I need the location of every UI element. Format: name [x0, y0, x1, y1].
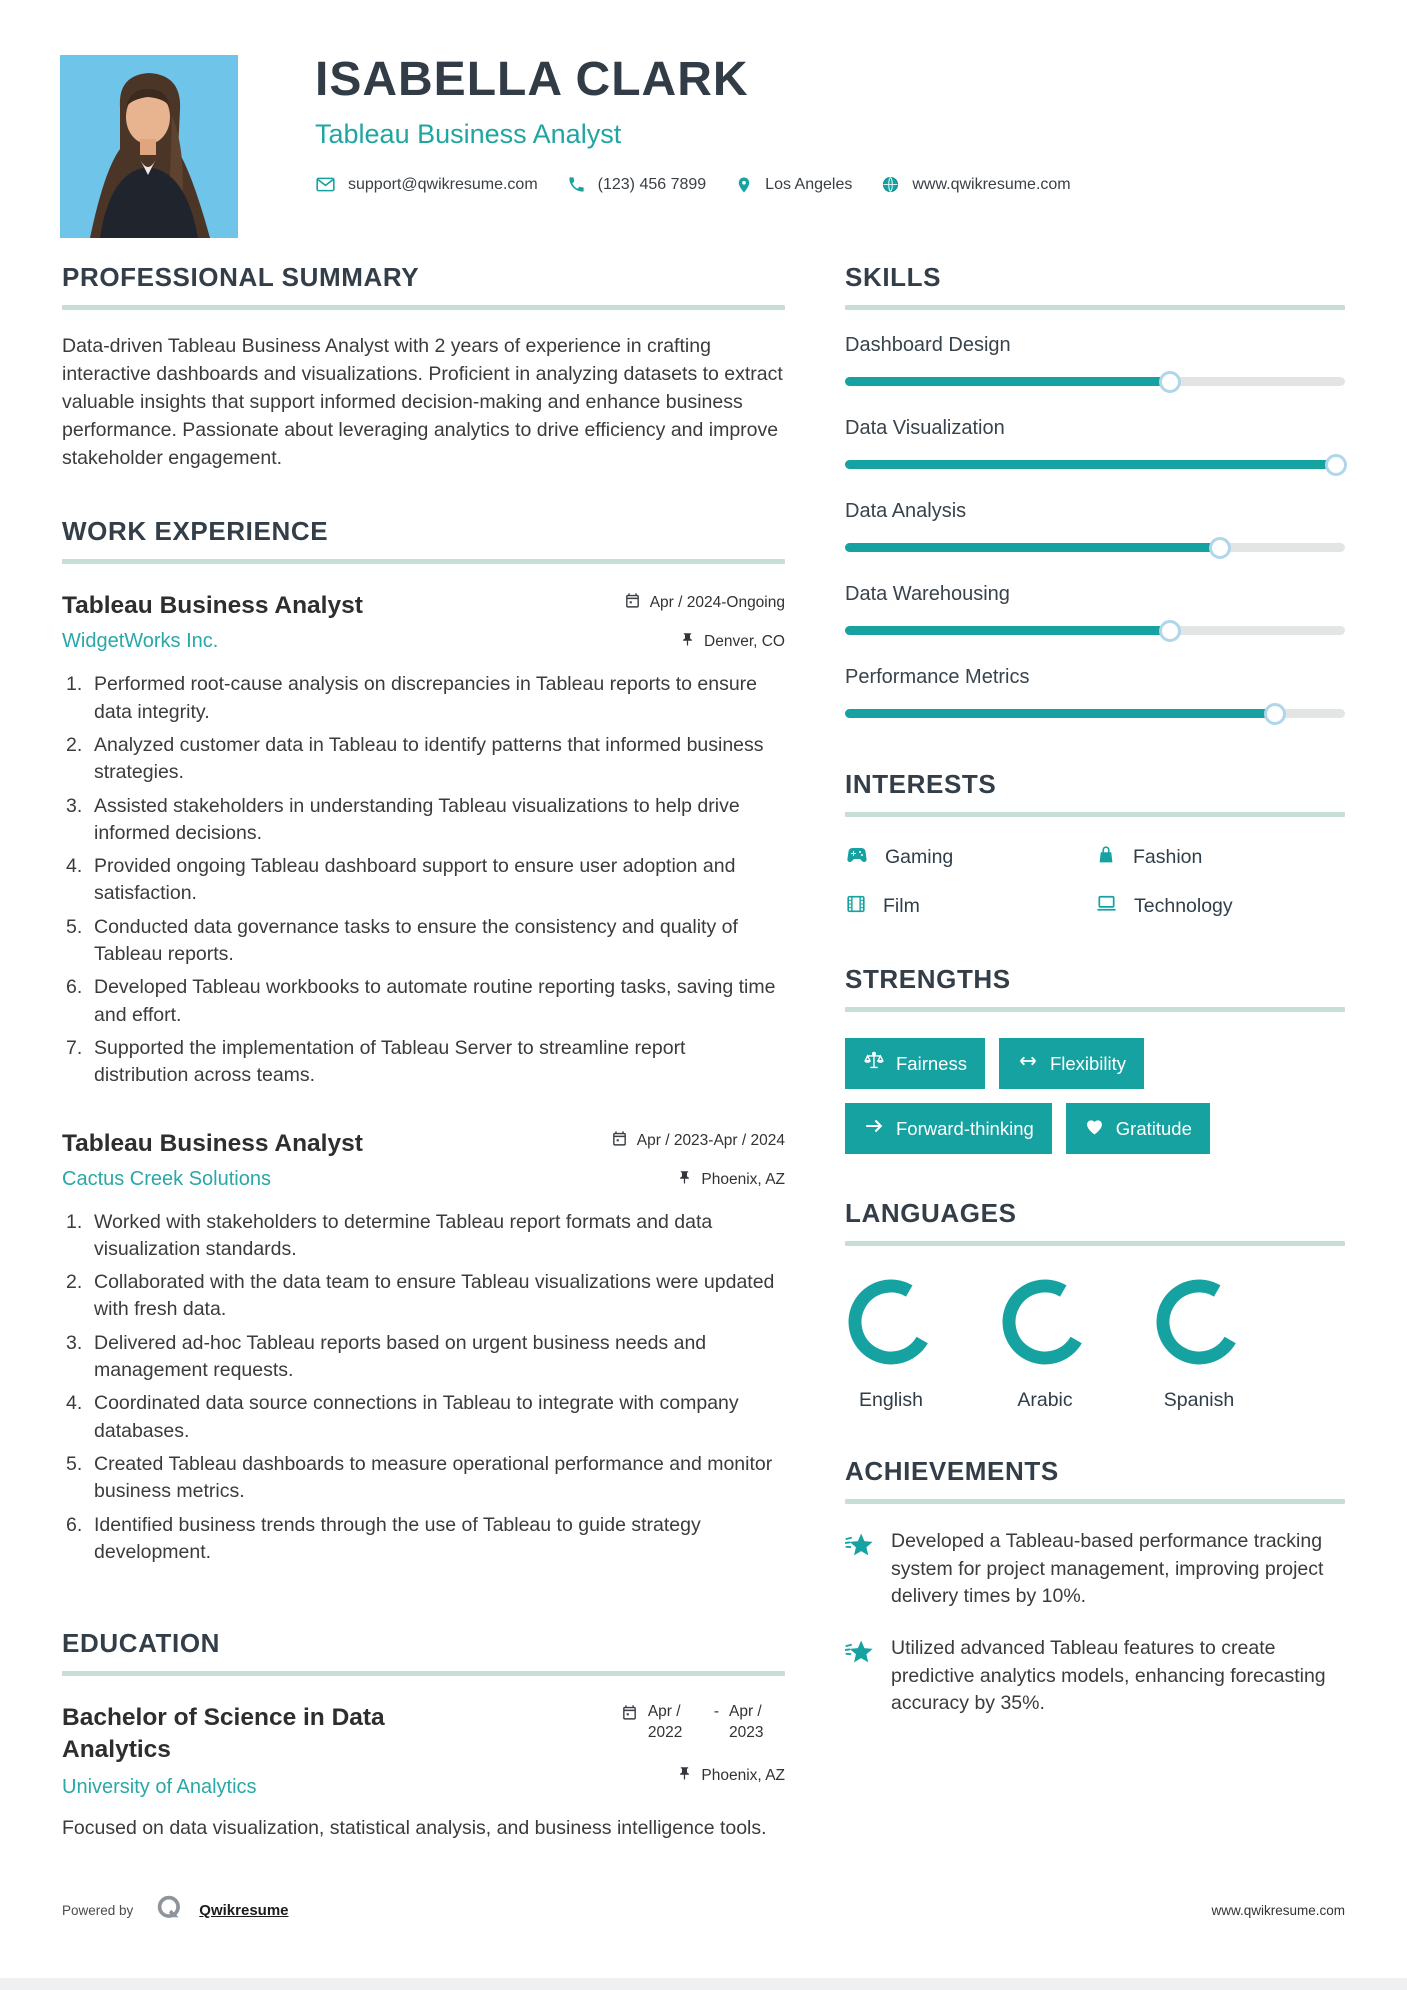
- profile-photo: [60, 55, 238, 238]
- calendar-icon: [621, 1702, 638, 1726]
- section-rule: [62, 559, 785, 564]
- section-interests: [845, 769, 1345, 920]
- language-label: English: [859, 1389, 923, 1411]
- section-rule: [845, 1007, 1345, 1012]
- language-ring: [1153, 1276, 1245, 1368]
- slider-fill: [845, 377, 1170, 386]
- work-heading: WORK EXPERIENCE: [62, 516, 329, 547]
- calendar-icon: [611, 1130, 628, 1152]
- skill-item: [845, 334, 1345, 393]
- education-description: Focused on data visualization, statistical analysis, and business intelligence tools.: [62, 1816, 767, 1839]
- strengths-heading: STRENGTHS: [845, 964, 1011, 994]
- job-dates: Apr / 2023-Apr / 2024: [611, 1130, 785, 1152]
- achievements-heading: ACHIEVEMENTS: [845, 1456, 1059, 1486]
- education-degree: Bachelor of Science in Data Analytics: [62, 1704, 385, 1763]
- job-title: Tableau Business Analyst: [62, 1129, 363, 1157]
- strength-badge: Gratitude: [1066, 1103, 1210, 1154]
- slider-fill: [845, 709, 1275, 718]
- section-summary: [62, 262, 785, 472]
- job-entry: [62, 592, 785, 1089]
- skill-slider: [845, 618, 1345, 642]
- language-label: Arabic: [1017, 1389, 1073, 1411]
- shooting-star-icon: [845, 1528, 875, 1611]
- job-bullet: Identified business trends through the use of Tableau to guide strategy development.: [94, 1513, 701, 1563]
- language-item: [999, 1276, 1091, 1412]
- job-bullet: Provided ongoing Tableau dashboard support to ensure user adoption and satisfaction.: [94, 855, 736, 905]
- languages-heading: LANGUAGES: [845, 1198, 1017, 1228]
- section-languages: [845, 1198, 1345, 1412]
- section-rule: [62, 1671, 785, 1676]
- section-education: [62, 1628, 785, 1842]
- job-bullet: Assisted stakeholders in understanding Tableau visualizations to help drive informed decisions.: [94, 794, 740, 844]
- education-dates: [621, 1702, 785, 1744]
- section-rule: [845, 305, 1345, 310]
- skills-heading: SKILLS: [845, 262, 942, 292]
- strength-badge: Flexibility: [999, 1038, 1144, 1089]
- right-arrow-icon: [863, 1115, 885, 1142]
- education-date-start: Apr / 2022: [647, 1703, 683, 1742]
- scales-icon: [863, 1050, 885, 1077]
- person-name: ISABELLA CLARK: [315, 53, 749, 106]
- envelope-icon: [315, 174, 336, 195]
- pushpin-icon: [680, 632, 695, 652]
- interest-item: Film: [845, 892, 1095, 920]
- job-dates: Apr / 2024-Ongoing: [624, 592, 785, 614]
- language-label: Spanish: [1163, 1389, 1235, 1411]
- page-bottom-edge: [0, 1978, 1407, 1990]
- language-item: [845, 1276, 937, 1412]
- job-bullet: Created Tableau dashboards to measure operational performance and monitor business metrics.: [94, 1452, 773, 1503]
- job-bullet: Supported the implementation of Tableau Server to streamline report distribution across teams.: [94, 1036, 686, 1087]
- achievement-text: Developed a Tableau-based performance tracking system for project management, improving project delivery times by 10%.: [891, 1530, 1324, 1608]
- skill-item: [845, 666, 1345, 725]
- film-icon: [845, 893, 867, 920]
- job-bullet: Delivered ad-hoc Tableau reports based on urgent business needs and management requests.: [94, 1331, 707, 1382]
- section-rule: [62, 305, 785, 310]
- skill-item: [845, 500, 1345, 559]
- skill-label: Data Warehousing: [845, 583, 1010, 605]
- skill-item: [845, 583, 1345, 642]
- phone-icon: [567, 175, 586, 194]
- job-title: Tableau Business Analyst: [62, 592, 363, 620]
- skill-label: Performance Metrics: [845, 666, 1030, 688]
- job-entry: [62, 1130, 785, 1567]
- section-strengths: [845, 964, 1345, 1154]
- job-bullet-list: [66, 1209, 785, 1567]
- section-achievements: [845, 1456, 1345, 1718]
- contact-location: Los Angeles: [735, 176, 852, 194]
- qwikresume-q-logo: [155, 1893, 185, 1928]
- slider-knob: [1264, 703, 1286, 725]
- job-bullet: Coordinated data source connections in Tableau to integrate with company databases.: [94, 1392, 739, 1442]
- education-date-separator: -: [713, 1703, 719, 1721]
- job-bullet: Analyzed customer data in Tableau to identify patterns that informed business strategies.: [94, 733, 764, 784]
- skill-label: Data Analysis: [845, 500, 967, 522]
- interest-item: Fashion: [1095, 843, 1345, 872]
- job-bullet-list: [66, 671, 785, 1089]
- slider-fill: [845, 460, 1345, 469]
- header: [0, 0, 1407, 262]
- laptop-icon: [1095, 892, 1118, 920]
- job-bullet: Performed root-cause analysis on discrepancies in Tableau reports to ensure data integrity.: [94, 673, 757, 723]
- shooting-star-icon: [845, 1635, 875, 1718]
- section-rule: [845, 1241, 1345, 1246]
- skill-slider: [845, 452, 1345, 476]
- section-rule: [845, 812, 1345, 817]
- education-location: Phoenix, AZ: [677, 1766, 785, 1786]
- achievement-item: [845, 1528, 1345, 1611]
- slider-knob: [1159, 371, 1181, 393]
- section-rule: [845, 1499, 1345, 1504]
- language-ring: [845, 1276, 937, 1368]
- contact-website[interactable]: www.qwikresume.com: [881, 175, 1070, 194]
- language-ring: [999, 1276, 1091, 1368]
- interests-heading: INTERESTS: [845, 769, 997, 799]
- section-skills: [845, 262, 1345, 725]
- section-work-experience: [62, 516, 785, 1566]
- skill-slider: [845, 535, 1345, 559]
- gamepad-icon: [845, 843, 869, 872]
- contact-email[interactable]: support@qwikresume.com: [315, 174, 538, 195]
- job-bullet: Worked with stakeholders to determine Tableau report formats and data visualization standards.: [94, 1210, 713, 1260]
- location-pin-icon: [735, 176, 753, 194]
- job-bullet: Collaborated with the data team to ensure Tableau visualizations were updated with fresh data.: [94, 1271, 775, 1321]
- skill-slider: [845, 369, 1345, 393]
- shopping-bag-icon: [1095, 844, 1117, 871]
- education-school: University of Analytics: [62, 1775, 257, 1798]
- skill-slider: [845, 701, 1345, 725]
- slider-knob: [1209, 537, 1231, 559]
- left-right-arrow-icon: [1017, 1050, 1039, 1077]
- qwikresume-link[interactable]: Qwikresume: [199, 1902, 289, 1919]
- slider-knob: [1159, 620, 1181, 642]
- education-heading: EDUCATION: [62, 1628, 221, 1659]
- footer-website: www.qwikresume.com: [1211, 1903, 1345, 1918]
- slider-fill: [845, 543, 1220, 552]
- skill-label: Dashboard Design: [845, 334, 1011, 356]
- language-item: [1153, 1276, 1245, 1412]
- powered-by-text: Powered by: [62, 1903, 134, 1918]
- slider-fill: [845, 626, 1170, 635]
- skill-item: [845, 417, 1345, 476]
- contact-phone: (123) 456 7899: [567, 175, 707, 194]
- pushpin-icon: [677, 1170, 692, 1190]
- job-location: Phoenix, AZ: [677, 1170, 785, 1190]
- globe-icon: [881, 175, 900, 194]
- interest-item: Gaming: [845, 843, 1095, 872]
- interest-item: Technology: [1095, 892, 1345, 920]
- slider-knob: [1325, 454, 1347, 476]
- strength-badge: Fairness: [845, 1038, 985, 1089]
- calendar-icon: [624, 592, 641, 614]
- summary-heading: PROFESSIONAL SUMMARY: [62, 262, 420, 292]
- job-bullet: Developed Tableau workbooks to automate routine reporting tasks, saving time and effort.: [94, 976, 776, 1026]
- education-date-end: Apr / 2023: [729, 1703, 764, 1742]
- job-bullet: Conducted data governance tasks to ensure the consistency and quality of Tableau reports.: [94, 915, 738, 966]
- job-company: WidgetWorks Inc.: [62, 630, 219, 653]
- profile-photo-illustration: [60, 55, 238, 238]
- heart-icon: [1084, 1116, 1105, 1142]
- person-title: Tableau Business Analyst: [315, 119, 622, 149]
- pushpin-icon: [677, 1766, 692, 1786]
- skill-label: Data Visualization: [845, 417, 1005, 439]
- job-company: Cactus Creek Solutions: [62, 1167, 271, 1190]
- achievement-item: [845, 1635, 1345, 1718]
- summary-text: Data-driven Tableau Business Analyst with 2 years of experience in crafting interactive dashboards and visualizations. Proficient in analyzing datasets to extract valuable insights that support informed decision-making and enhance business performance. Passionate about leveraging analytics to drive efficiency and improve stakeholder engagement.: [62, 335, 783, 470]
- contact-row: [315, 174, 1345, 195]
- strength-badge: Forward-thinking: [845, 1103, 1052, 1154]
- job-location: Denver, CO: [680, 632, 785, 652]
- achievement-text: Utilized advanced Tableau features to create predictive analytics models, enhancing forecasting accuracy by 35%.: [891, 1637, 1326, 1715]
- footer: [62, 1893, 1345, 1928]
